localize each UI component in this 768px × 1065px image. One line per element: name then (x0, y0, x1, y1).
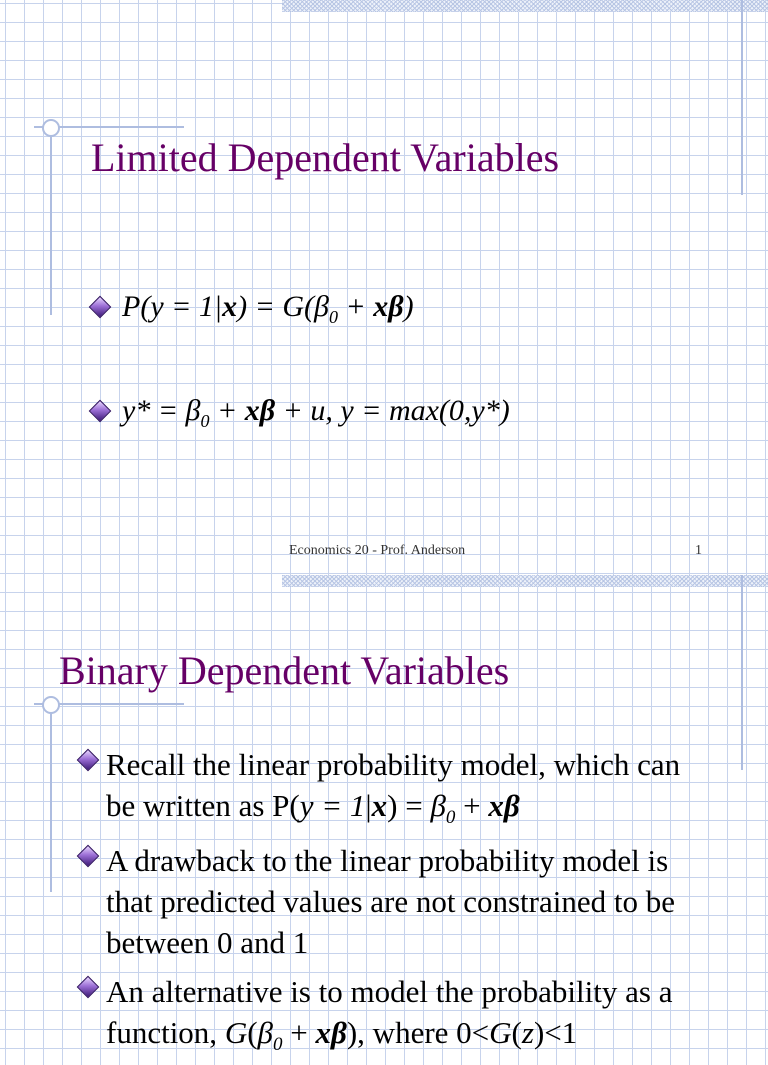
page-title: Binary Dependent Variables (59, 648, 510, 693)
list-item (80, 840, 701, 963)
diamond-bullet-icon (89, 296, 112, 319)
list-item (80, 744, 701, 838)
bullet-text-drawback: A drawback to the linear probability model is that predicted values are not constrained to be between 0 and 1 (106, 843, 675, 960)
left-accent-vline (50, 120, 52, 315)
page-number: 1 (695, 543, 702, 558)
crosshair-icon (42, 696, 60, 714)
diamond-bullet-icon (77, 845, 100, 868)
bullet-text-linear-probability: Recall the linear probability model, which can be written as $P(y = 1|x) = \beta_0 + x\beta$ (106, 747, 681, 829)
right-accent-line (741, 0, 743, 195)
page-title: Limited Dependent Variables (91, 135, 560, 180)
list-item (92, 290, 414, 328)
probability-formula: $P(y = 1|x) = G(\beta_0 + x\beta)$ (122, 290, 414, 327)
right-accent-line (741, 575, 743, 770)
diamond-bullet-icon (77, 976, 100, 999)
list-item (80, 971, 701, 1065)
slide-2 (0, 575, 768, 1056)
slide-footer: Economics 20 - Prof. Anderson (289, 543, 466, 558)
crosshair-icon (42, 119, 60, 137)
list-item (92, 394, 510, 432)
bullet-text-alternative: An alternative is to model the probability as a function, $G(\beta_0 + x\beta)$, where 0<G(z)<1 (106, 974, 673, 1056)
diamond-bullet-icon (89, 400, 112, 423)
latent-variable-formula: $y* = \beta_0 + x\beta + u$, y = max(0,y*) (122, 394, 510, 431)
diamond-bullet-icon (77, 749, 100, 772)
top-hatch-band (282, 575, 768, 587)
top-hatch-band (282, 0, 768, 12)
left-accent-vline (50, 697, 52, 892)
